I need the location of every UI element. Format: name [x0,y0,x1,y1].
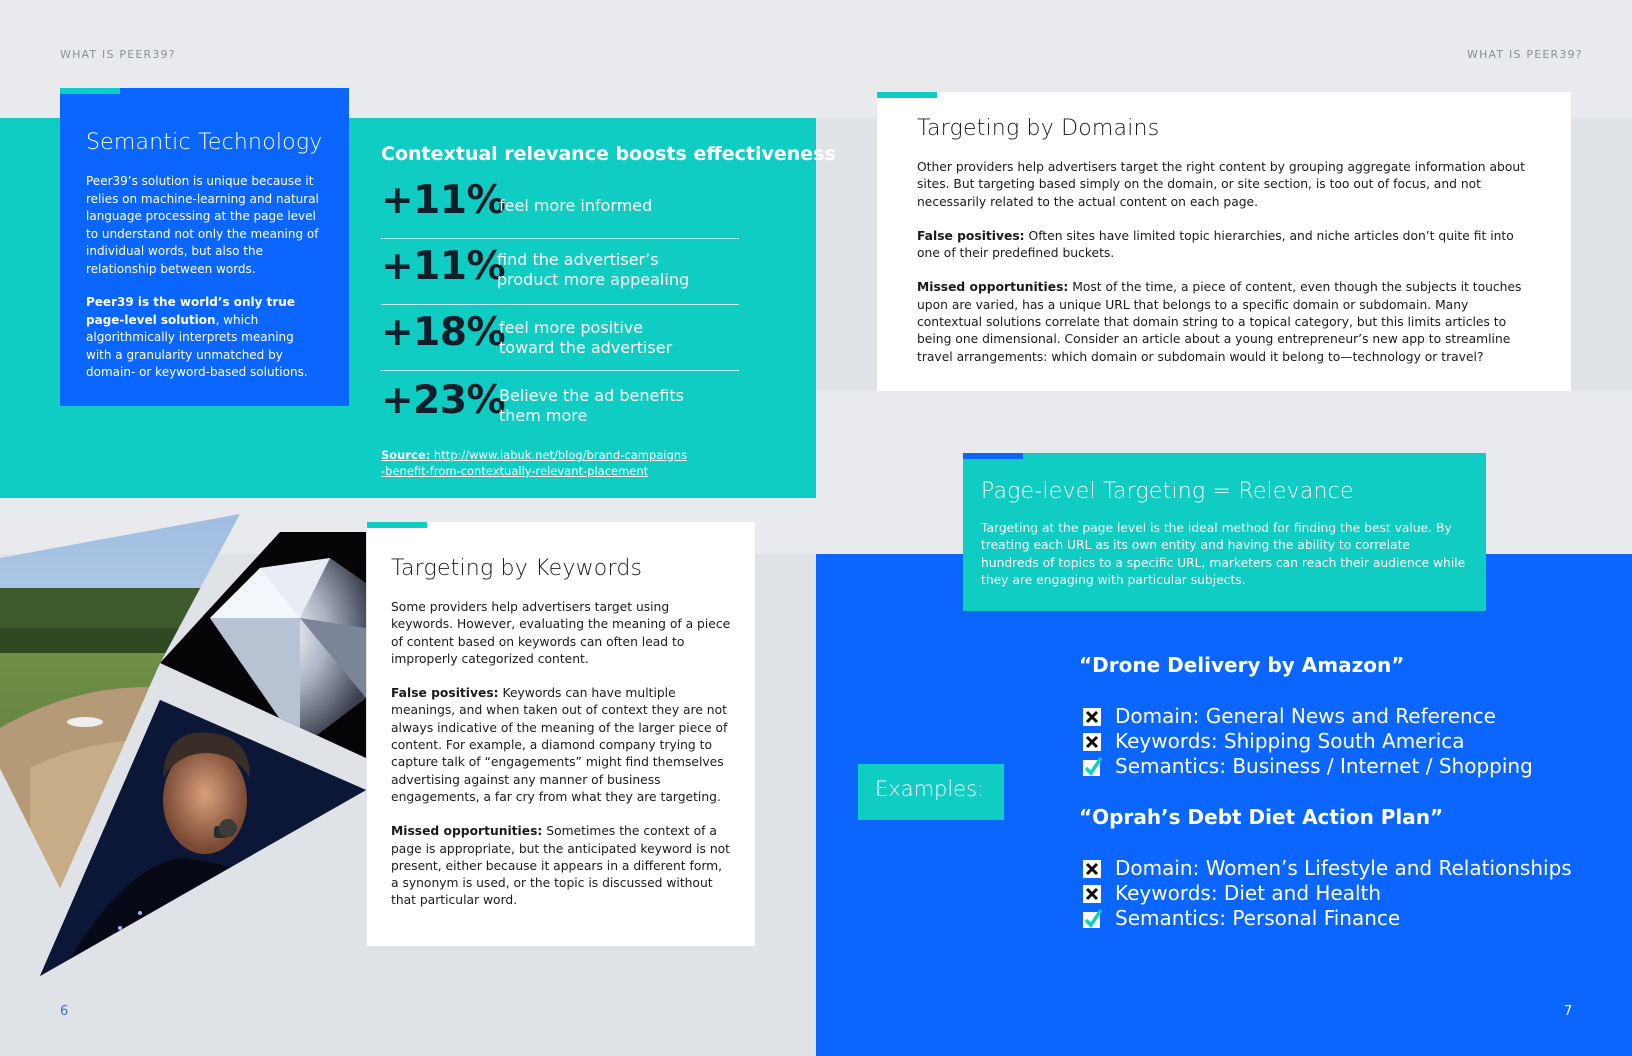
stat-label [499,318,672,358]
example-line-text: Domain: General News and Reference [1115,704,1496,728]
keywords-box [367,522,755,946]
mo-label: Missed opportunities: [917,280,1069,295]
domains-false-positives [917,228,1531,263]
page-level-text: Targeting at the page level is the ideal method for finding the best value. By treating each URL as its own entity and having the ability to correlate hundreds of topics to a specific URL, marketers can reach their audience while they are engaging with particular subjects. [981,521,1466,587]
accent-bar [60,88,120,94]
stat-label-line1: Believe the ad benefits [499,386,685,405]
page-number-left: 6 [60,1004,69,1019]
stat-value: +11% [381,244,506,289]
domains-box [877,92,1571,391]
photo-collage [0,508,370,988]
stat-label-line2: them more [499,406,588,425]
fp-label: False positives: [917,228,1025,243]
examples-label: Examples: [858,764,1004,820]
accent-bar [367,522,427,528]
stat-row [381,304,739,371]
domains-missed-opportunities [917,279,1531,365]
example-line-text: Semantics: Business / Internet / Shopping [1115,754,1533,778]
example-line-text: Keywords: Shipping South America [1115,729,1465,753]
accent-bar [963,453,1023,459]
source-label: Source: [381,448,431,462]
stat-label: feel more informed [499,196,653,215]
stat-row [381,238,739,305]
page-level-box [963,453,1486,611]
stat-value: +11% [381,178,506,223]
semantic-paragraph-1: Peer39’s solution is unique because it relies on machine-learning and natural language processing at the page level to understand not only the meaning of individual words, but also the relationship between words. [86,174,319,276]
x-box-icon [1082,732,1102,752]
stat-label-line1: find the advertiser’s [497,250,659,269]
checkbox-checked-icon [1082,757,1102,777]
stat-row [381,372,739,438]
keywords-false-positives [391,685,731,806]
fp-text: Often sites have limited topic hierarchies, and niche articles don’t quite fit into one of their predefined buckets. [917,228,1514,261]
page-level-title: Page-level Targeting = Relevance [981,479,1354,504]
stat-label [499,386,684,426]
fp-label: False positives: [391,686,499,701]
stat-value: +18% [381,310,506,355]
semantic-title: Semantic Technology [86,130,323,155]
domains-title: Targeting by Domains [917,116,1160,141]
domains-paragraph-1: Other providers help advertisers target the right content by grouping aggregate information about sites. But targeting based simply on the domain, or site section, is too out of focus, and not necessarily related to the actual content on each page. [917,160,1525,209]
checkbox-checked-icon [1082,909,1102,929]
semantic-paragraph-2 [86,294,323,382]
semantic-bold: Peer39 is the world’s only true page-level solution [86,295,295,327]
stats-title: Contextual relevance boosts effectiveness [381,143,836,165]
example-title: “Oprah’s Debt Diet Action Plan” [1079,805,1444,829]
x-box-icon [1082,707,1102,727]
source-url-2: -benefit-from-contextually-relevant-placement [381,464,649,478]
semantic-rest: , which algorithmically interprets meaning with a granularity unmatched by domain- or keyword-based solutions. [86,312,308,379]
mo-text: Most of the time, a piece of content, even though the subjects it touches upon are varied, has a unique URL that belongs to a specific domain or subdomain. Many contextual solutions correlate that domain string to a topical category, but this limits articles to being one dimensional. Consider an article about a young entrepreneur’s new app to streamline travel arrangements: which domain or subdomain would it belong to—technology or travel? [917,280,1522,364]
source-link[interactable] [381,447,687,479]
running-header-right: WHAT IS PEER39? [1467,48,1583,61]
fp-text: Keywords can have multiple meanings, and when taken out of context they are not always indicative of the meaning of the larger piece of content. For example, a diamond company trying to capture talk of “engagements” might find themselves advertising against any manner of business engagements, a far cry from what they are targeting. [391,686,728,804]
stat-label-line2: toward the advertiser [499,338,673,357]
stat-label-line2: product more appealing [497,270,690,289]
semantic-technology-box [60,88,349,406]
stat-row [381,172,739,239]
stat-value: +23% [381,378,506,423]
example-line-text: Keywords: Diet and Health [1115,881,1382,905]
page-number-right: 7 [1564,1004,1573,1019]
stat-label [497,250,689,290]
example-line-text: Domain: Women’s Lifestyle and Relationships [1115,856,1572,880]
accent-bar [877,92,937,98]
keywords-missed-opportunities [391,823,731,909]
running-header-left: WHAT IS PEER39? [60,48,176,61]
x-box-icon [1082,859,1102,879]
keywords-title: Targeting by Keywords [391,556,643,581]
mo-text: Sometimes the context of a page is appropriate, but the anticipated keyword is not present, either because it appears in a different form, a synonym is used, or the topic is discussed without that particular word. [391,824,730,908]
example-title: “Drone Delivery by Amazon” [1079,653,1405,677]
keywords-paragraph-1: Some providers help advertisers target using keywords. However, evaluating the meaning of a piece of content based on keywords can often lead to improperly categorized content. [391,600,731,666]
example-line-text: Semantics: Personal Finance [1115,906,1401,930]
mo-label: Missed opportunities: [391,824,543,839]
x-box-icon [1082,884,1102,904]
stat-label-line1: feel more positive [499,318,644,337]
source-url-1: http://www.iabuk.net/blog/brand-campaigns [433,448,688,462]
